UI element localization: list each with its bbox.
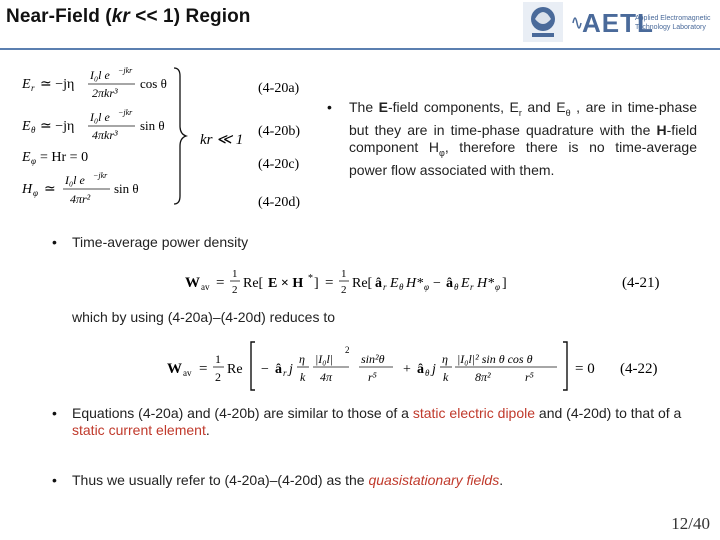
- equation-4-20c: [21, 150, 88, 166]
- svg-text:av: av: [201, 282, 210, 292]
- label-4-20d: (4-20d): [258, 195, 300, 210]
- svg-text:8π²: 8π²: [475, 370, 491, 384]
- svg-text:E: E: [461, 276, 470, 291]
- svg-text:j: j: [289, 362, 293, 377]
- bullet-static-dipole: Equations (4-20a) and (4-20b) are similar to those of a static electric dipole and (4-20d) to that of a static current element.: [72, 405, 682, 438]
- svg-text:4π: 4π: [320, 370, 333, 384]
- lab-emblem-icon: [523, 2, 563, 42]
- equations-4-20: [0, 60, 320, 220]
- svg-text:k: k: [300, 370, 306, 384]
- bullet-dot: •: [327, 99, 332, 115]
- svg-text:r⁵: r⁵: [368, 370, 377, 384]
- svg-text:E: E: [390, 276, 399, 291]
- svg-text:r: r: [383, 282, 387, 292]
- svg-text:E: E: [22, 77, 31, 92]
- svg-text:r⁵: r⁵: [525, 370, 534, 384]
- svg-text:E: E: [22, 150, 31, 165]
- svg-text:1: 1: [215, 352, 221, 366]
- svg-text:H*: H*: [477, 276, 495, 291]
- svg-text:*: *: [308, 273, 313, 284]
- svg-text:j: j: [432, 362, 436, 377]
- svg-text:θ: θ: [454, 282, 459, 292]
- lab-name: Applied Electromagnetic Technology Laboratory: [635, 15, 711, 31]
- svg-text:|I₀l|: |I₀l|: [315, 352, 334, 366]
- svg-text:av: av: [183, 368, 192, 378]
- svg-text:2: 2: [232, 284, 238, 296]
- header-divider: [0, 48, 720, 50]
- page-title: Near-Field (kr << 1) Region: [6, 6, 251, 27]
- svg-text:E × H: E × H: [268, 276, 304, 291]
- svg-text:W: W: [185, 275, 200, 291]
- svg-text:I₀l e: I₀l e: [65, 173, 85, 187]
- svg-text:Re[: Re[: [243, 276, 264, 291]
- equation-4-20d: [21, 171, 139, 206]
- svg-text:φ: φ: [495, 282, 500, 292]
- svg-text:4πkr³: 4πkr³: [92, 128, 118, 142]
- label-4-22: (4-22): [620, 361, 658, 377]
- label-4-20a: (4-20a): [258, 81, 300, 96]
- svg-text:r: r: [470, 282, 474, 292]
- svg-text:η: η: [442, 352, 448, 366]
- svg-text:Re[: Re[: [352, 276, 373, 291]
- svg-text:r: r: [31, 83, 35, 93]
- svg-text:−jkr: −jkr: [118, 108, 133, 117]
- svg-text:+: +: [403, 362, 411, 377]
- bullet-dot: •: [52, 405, 57, 421]
- svg-text:E: E: [22, 119, 31, 134]
- label-4-21: (4-21): [622, 275, 660, 291]
- svg-text:â: â: [375, 276, 382, 291]
- text-reduces: which by using (4-20a)–(4-20d) reduces to: [72, 309, 336, 325]
- equation-4-22: [165, 336, 685, 394]
- svg-text:1: 1: [341, 268, 347, 280]
- svg-text:2πkr³: 2πkr³: [92, 86, 118, 100]
- svg-text:sin²θ: sin²θ: [361, 352, 385, 366]
- label-4-20b: (4-20b): [258, 124, 300, 139]
- svg-text:−: −: [261, 362, 269, 377]
- svg-text:φ: φ: [33, 188, 38, 198]
- bullet-dot: •: [52, 234, 57, 250]
- svg-text:2: 2: [345, 345, 350, 355]
- svg-text:I₀l e: I₀l e: [90, 110, 110, 124]
- svg-text:2: 2: [341, 284, 347, 296]
- brace-icon: [174, 68, 186, 204]
- equation-4-20b: [21, 108, 165, 142]
- bullet-quasistationary: Thus we usually refer to (4-20a)–(4-20d) as the quasistationary fields.: [72, 472, 504, 488]
- svg-text:−jkr: −jkr: [118, 66, 133, 75]
- svg-text:θ: θ: [31, 125, 36, 135]
- svg-text:φ: φ: [31, 156, 36, 166]
- lab-logo-text: AETL: [582, 8, 654, 38]
- svg-text:k: k: [443, 370, 449, 384]
- bullet-dot: •: [52, 472, 57, 488]
- svg-text:H: H: [22, 182, 33, 197]
- equation-4-20a: [21, 66, 167, 100]
- svg-text:â: â: [275, 362, 282, 377]
- svg-text:]: ]: [502, 276, 507, 291]
- svg-text:]: ]: [314, 276, 319, 291]
- svg-text:φ: φ: [424, 282, 429, 292]
- svg-text:W: W: [167, 361, 182, 377]
- svg-text:cos θ: cos θ: [140, 76, 167, 91]
- svg-text:I₀l e: I₀l e: [90, 68, 110, 82]
- svg-text:â: â: [417, 362, 424, 377]
- svg-text:=: =: [199, 361, 208, 377]
- svg-text:sin θ: sin θ: [114, 181, 139, 196]
- eq-rhs: ≃: [44, 182, 56, 197]
- bullet-power-density: Time-average power density: [72, 234, 249, 250]
- lab-logo: [572, 4, 717, 42]
- svg-text:sin θ: sin θ: [140, 118, 165, 133]
- eq-rhs: ≃ −jη: [40, 119, 75, 134]
- svg-text:−: −: [433, 276, 441, 291]
- svg-text:H*: H*: [406, 276, 424, 291]
- svg-text:θ: θ: [399, 282, 404, 292]
- svg-text:r: r: [283, 368, 287, 378]
- svg-text:−jkr: −jkr: [93, 171, 108, 180]
- svg-text:=: =: [325, 275, 334, 291]
- eq-rhs: = Hr = 0: [40, 150, 89, 165]
- svg-text:2: 2: [215, 370, 221, 384]
- equation-4-21: [180, 262, 680, 298]
- svg-text:=: =: [216, 275, 225, 291]
- bullet-phase-quadrature: The E-field components, $E_r$ and $E_\theta$ , are in time-phase but they are in time-phase quadrature with the H-field component $H_\varphi$, therefore there is no time-average power flow associated with them.: [349, 99, 698, 178]
- label-4-20c: (4-20c): [258, 157, 300, 172]
- svg-text:|I₀l|² sin θ cos θ: |I₀l|² sin θ cos θ: [457, 352, 533, 366]
- svg-text:4πr²: 4πr²: [70, 192, 91, 206]
- svg-text:â: â: [446, 276, 453, 291]
- eq-rhs: ≃ −jη: [40, 77, 75, 92]
- page-number: 12/40: [671, 514, 710, 533]
- svg-text:Re: Re: [227, 362, 243, 377]
- kr-condition: kr ≪ 1: [200, 132, 244, 148]
- svg-text:1: 1: [232, 268, 238, 280]
- svg-text:η: η: [299, 352, 305, 366]
- svg-text:= 0: = 0: [575, 361, 595, 377]
- svg-text:θ: θ: [425, 368, 430, 378]
